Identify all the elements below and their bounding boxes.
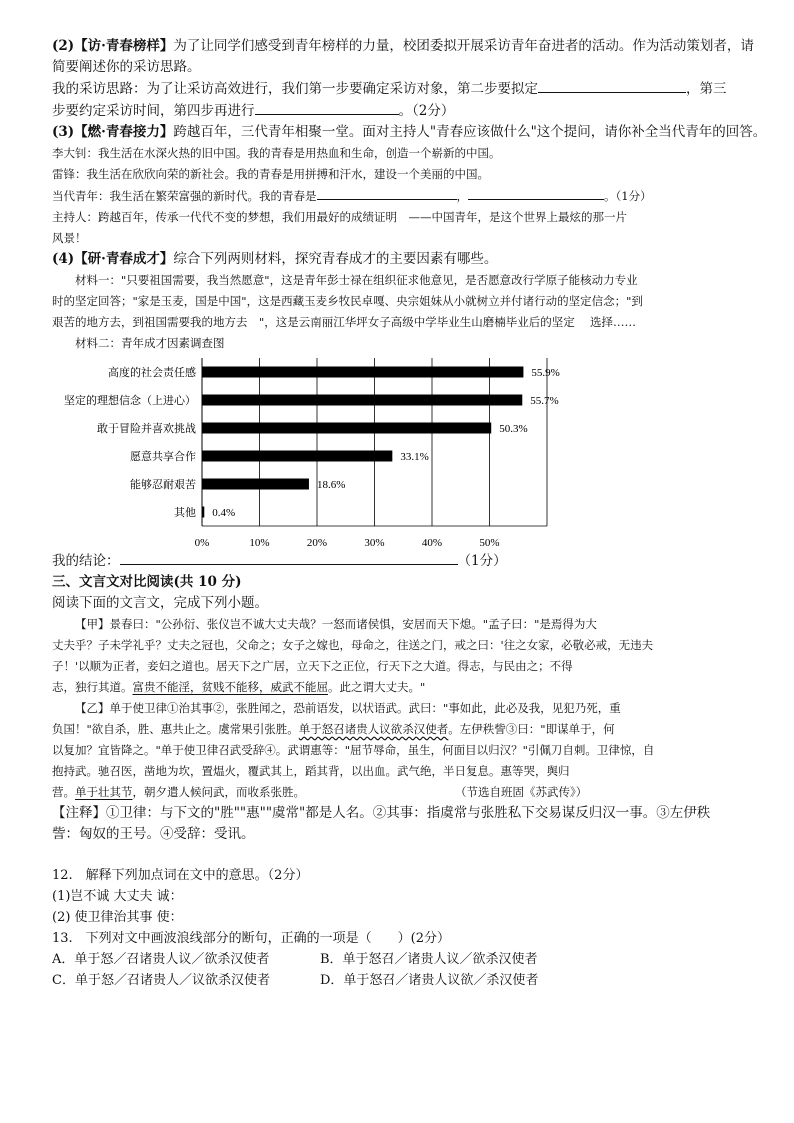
text-yi-2	[52, 719, 752, 740]
q3-now-sep: ，	[456, 189, 468, 203]
q2-answer-b: 步要约定采访时间，第四步再进行	[52, 103, 255, 119]
bar	[202, 451, 392, 462]
q12-stem: 12. 解释下列加点词在文中的意思。（2分）	[52, 868, 309, 883]
q2-prompt-a: 为了让同学们感受到青年榜样的力量，校团委拟开展采访青年奋进者的活动。作为活动策划者，请	[173, 38, 754, 54]
bar	[202, 507, 204, 518]
value-label: 50.3%	[499, 423, 528, 435]
q4-material1-b: 时的坚定回答；"家是玉麦，国是中国"，这是西藏玉麦乡牧民卓嘎、央宗姐妹从小就树立并付诸行动的坚定信念；"到	[52, 294, 643, 308]
q2-prompt-b: 简要阐述你的采访思路。	[52, 59, 201, 75]
q13-option-a[interactable]: A．单于怒／召诸贵人议／欲杀汉使者	[52, 952, 270, 967]
q4-prompt: 综合下列两则材料，探究青春成才的主要因素有哪些。	[173, 251, 498, 267]
section3-intro: 阅读下面的文言文，完成下列小题。	[52, 595, 268, 611]
q4-conclusion-label: 我的结论：	[52, 553, 120, 569]
category-label: 高度的社会责任感	[108, 366, 196, 379]
q13-option-c[interactable]: C．单于怒／召诸贵人／议欲杀汉使者	[52, 973, 270, 988]
q2-prompt-line1	[52, 36, 752, 57]
text-yi-wavy: 单于怒召诸贵人议欲杀汉使者	[298, 722, 449, 736]
q4-material1-c: 艰苦的地方去，到祖国需要我的地方去 "，这是云南丽江华坪女子高级中学毕业生山磨楠毕业后的坚定 选择……	[52, 315, 636, 329]
category-label: 敢于冒险并喜欢挑战	[97, 422, 196, 435]
text-yi-1: 【乙】单于使卫律①治其事②，张胜闻之，恐前语发，以状语武。武曰："事如此，此必及我，见犯乃死，重	[75, 701, 621, 715]
text-yi-5b: ，朝夕遣人候问武，而收系张胜。	[132, 785, 305, 799]
value-label: 0.4%	[212, 507, 236, 519]
q2-answer-b-end: 。（2分）	[398, 103, 455, 119]
text-yi-source: （节选自班固《苏武传》）	[455, 785, 588, 799]
q4-prompt-line	[52, 249, 752, 270]
text-jia-underlined: 富贵不能淫，贫贱不能移，威武不能屈	[132, 680, 328, 694]
q2-answer-a: 我的采访思路：为了让采访高效进行，我们第一步要确定采访对象，第二步要拟定	[52, 81, 538, 97]
value-label: 55.7%	[530, 395, 559, 407]
q13-row-2	[52, 970, 752, 991]
q4-conclusion-blank[interactable]	[120, 550, 458, 565]
text-jia-1: 【甲】景春曰："公孙衍、张仪岂不诚大丈夫哉？一怒而诸侯惧，安居而天下熄。"孟子曰："是焉得为大	[75, 617, 597, 631]
text-jia-2: 丈夫乎？子未学礼乎？丈夫之冠也，父命之；女子之嫁也，母命之，往送之门，戒之曰：'往之女家，必敬必戒，无违夫	[52, 638, 654, 652]
q3-prompt-line	[52, 122, 767, 143]
text-yi-2a: 负国！"欲自杀，胜、惠共止之。虞常果引张胜。	[52, 722, 299, 736]
section3-heading: 三、文言文对比阅读(共 10 分)	[52, 574, 242, 590]
q13-option-d[interactable]: D．单于怒召／诸贵人议欲／杀汉使者	[320, 973, 539, 988]
text-jia-3: 子！'以顺为正者，妾妇之道也。居天下之广居，立天下之正位，行天下之大道。得志，与民由之；不得	[52, 659, 573, 673]
notes-1: 【注释】①卫律：与下文的"胜""惠""虞常"都是人名。②其事：指虞常与张胜私下交易谋反归汉一事。③左伊秩	[52, 805, 711, 821]
q3-prompt: 跨越百年，三代青年相聚一堂。面对主持人"青春应该做什么"这个提问，请你补全当代青年的回答。	[173, 124, 767, 140]
text-yi-5	[52, 782, 752, 803]
x-tick-label: 0%	[194, 537, 210, 549]
q2-tag: (2)【访·青春榜样】	[52, 38, 174, 54]
x-tick-label: 30%	[364, 537, 385, 549]
text-yi-5a: 营。	[52, 785, 75, 799]
q2-blank-1[interactable]	[538, 78, 686, 93]
x-tick-label: 40%	[421, 537, 443, 549]
q4-conclusion-line	[52, 550, 752, 572]
text-yi-underlined: 单于壮其节	[75, 785, 133, 799]
bar	[202, 367, 523, 378]
q4-material2-title: 材料二：青年成才因素调查图	[75, 336, 225, 350]
x-tick-label: 50%	[479, 537, 500, 549]
category-label: 能够忍耐艰苦	[130, 478, 196, 491]
q12-item-2: (2) 使卫律治其事 使：	[52, 910, 183, 925]
text-yi-3: 以复加？宜皆降之。"单于使卫律召武受辞④。武谓惠等："屈节辱命，虽生，何面目以归汉？"引佩刀自刺。卫律惊，自	[52, 743, 655, 757]
value-label: 33.1%	[400, 451, 429, 463]
bar	[202, 395, 522, 406]
q3-host-a: 主持人：跨越百年，传承一代代不变的梦想，我们用最好的成绩证明 ——中国青年，是这个世界上最炫的那一片	[52, 210, 627, 224]
bar	[202, 479, 309, 490]
q3-li-dazhao: 李大钊：我生活在水深火热的旧中国。我的青春是用热血和生命，创造一个崭新的中国。	[52, 146, 501, 160]
x-tick-label: 10%	[249, 537, 270, 549]
q3-blank-1[interactable]	[317, 185, 457, 200]
category-label: 其他	[174, 506, 196, 519]
q3-host-b: 风景！	[52, 231, 87, 245]
notes-2: 訾：匈奴的王号。④受辞：受讯。	[52, 826, 255, 842]
q13-stem: 13. 下列对文中画波浪线部分的断句，正确的一项是（ ）(2分）	[52, 931, 451, 946]
q13-option-b[interactable]: B．单于怒召／诸贵人议／欲杀汉使者	[320, 952, 538, 967]
text-yi-2b: 。左伊秩訾③曰："即谋单于，何	[448, 722, 615, 736]
text-jia-4a: 志，独行其道。	[52, 680, 133, 694]
q3-blank-2[interactable]	[468, 185, 604, 200]
q13-row-1	[52, 949, 752, 970]
value-label: 55.9%	[531, 367, 560, 379]
q2-answer-a-end: ，第三	[686, 81, 727, 97]
bar	[202, 423, 491, 434]
bar-chart	[52, 352, 572, 549]
q3-now-line	[52, 185, 752, 207]
value-label: 18.6%	[316, 479, 346, 491]
category-label: 坚定的理想信念（上进心）	[64, 394, 196, 407]
q3-now-a: 当代青年：我生活在繁荣富强的新时代。我的青春是	[52, 189, 317, 203]
text-jia-4	[52, 677, 752, 698]
text-yi-4: 抱持武。驰召医，凿地为坎，置煴火，覆武其上，蹈其背，以出血。武气绝，半日复息。惠等哭，舆归	[52, 764, 570, 778]
q4-tag: (4)【研·青春成才】	[52, 251, 174, 267]
q2-answer-line1	[52, 78, 752, 100]
x-tick-label: 20%	[306, 537, 328, 549]
q12-item-1: (1)岂不诚 大丈夫 诚：	[52, 889, 183, 904]
q2-answer-line2	[52, 100, 752, 122]
text-jia-4b: 。此之谓大丈夫。"	[328, 680, 426, 694]
q3-tag: (3)【燃·青春接力】	[52, 124, 174, 140]
q2-blank-2[interactable]	[255, 100, 399, 115]
q3-now-end: 。（1分）	[604, 189, 652, 203]
q4-conclusion-end: （1分）	[457, 553, 507, 569]
q4-material1-a: 材料一："只要祖国需要，我当然愿意"，这是青年彭士禄在组织征求他意见，是否愿意改行学原子能核动力专业	[75, 273, 638, 287]
q3-lei-feng: 雷锋：我生活在欣欣向荣的新社会。我的青春是用拼搏和汗水，建设一个美丽的中国。	[52, 167, 489, 181]
category-label: 愿意共享合作	[130, 450, 196, 463]
